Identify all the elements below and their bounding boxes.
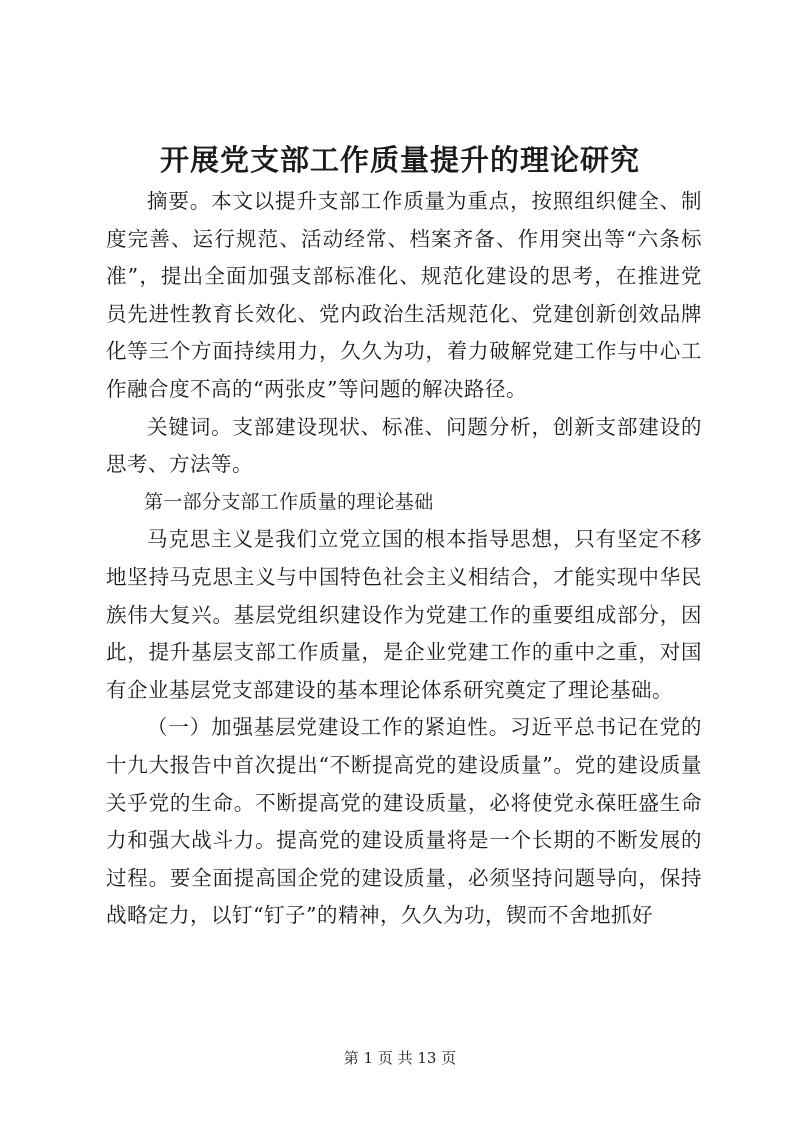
keywords-paragraph: 关键词。支部建设现状、标准、问题分析，创新支部建设的思考、方法等。 [106,414,702,477]
abstract-paragraph: 摘要。本文以提升支部工作质量为重点，按照组织健全、制度完善、运行规范、活动经常、档案齐备、作用突出等“六条标准”，提出全面加强支部标准化、规范化建设的思考，在推进党员先进性教育长效化、党内政治生活规范化、党建创新创效品牌化等三个方面持续用力，久久为功，着力破解党建工作与中心工作融合度不高的“两张皮”等问题的解决路径。 [106,189,702,401]
document-body [106,183,702,935]
page-title: 开展党支部工作质量提升的理论研究 [159,143,640,177]
body-paragraph: （一）加强基层党建设工作的紧迫性。习近平总书记在党的十九大报告中首次提出“不断提高党的建设质量”。党的建设质量关乎党的生命。不断提高党的建设质量，必将使党永葆旺盛生命力和强大战斗力。提高党的建设质量将是一个长期的不断发展的过程。要全面提高国企党的建设质量，必须坚持问题导向，保持战略定力，以钉“钉子”的精神，久久为功，锲而不舍地抓好 [106,715,702,928]
section-heading: 第一部分支部工作质量的理论基础 [144,490,434,513]
body-paragraph: 马克思主义是我们立党立国的根本指导思想，只有坚定不移地坚持马克思主义与中国特色社会主义相结合，才能实现中华民族伟大复兴。基层党组织建设作为党建工作的重要组成部分，因此，提升基层支部工作质量，是企业党建工作的重中之重，对国有企业基层党支部建设的基本理论体系研究奠定了理论基础。 [106,527,702,702]
page-number-footer: 第 1 页 共 13 页 [343,1049,457,1067]
